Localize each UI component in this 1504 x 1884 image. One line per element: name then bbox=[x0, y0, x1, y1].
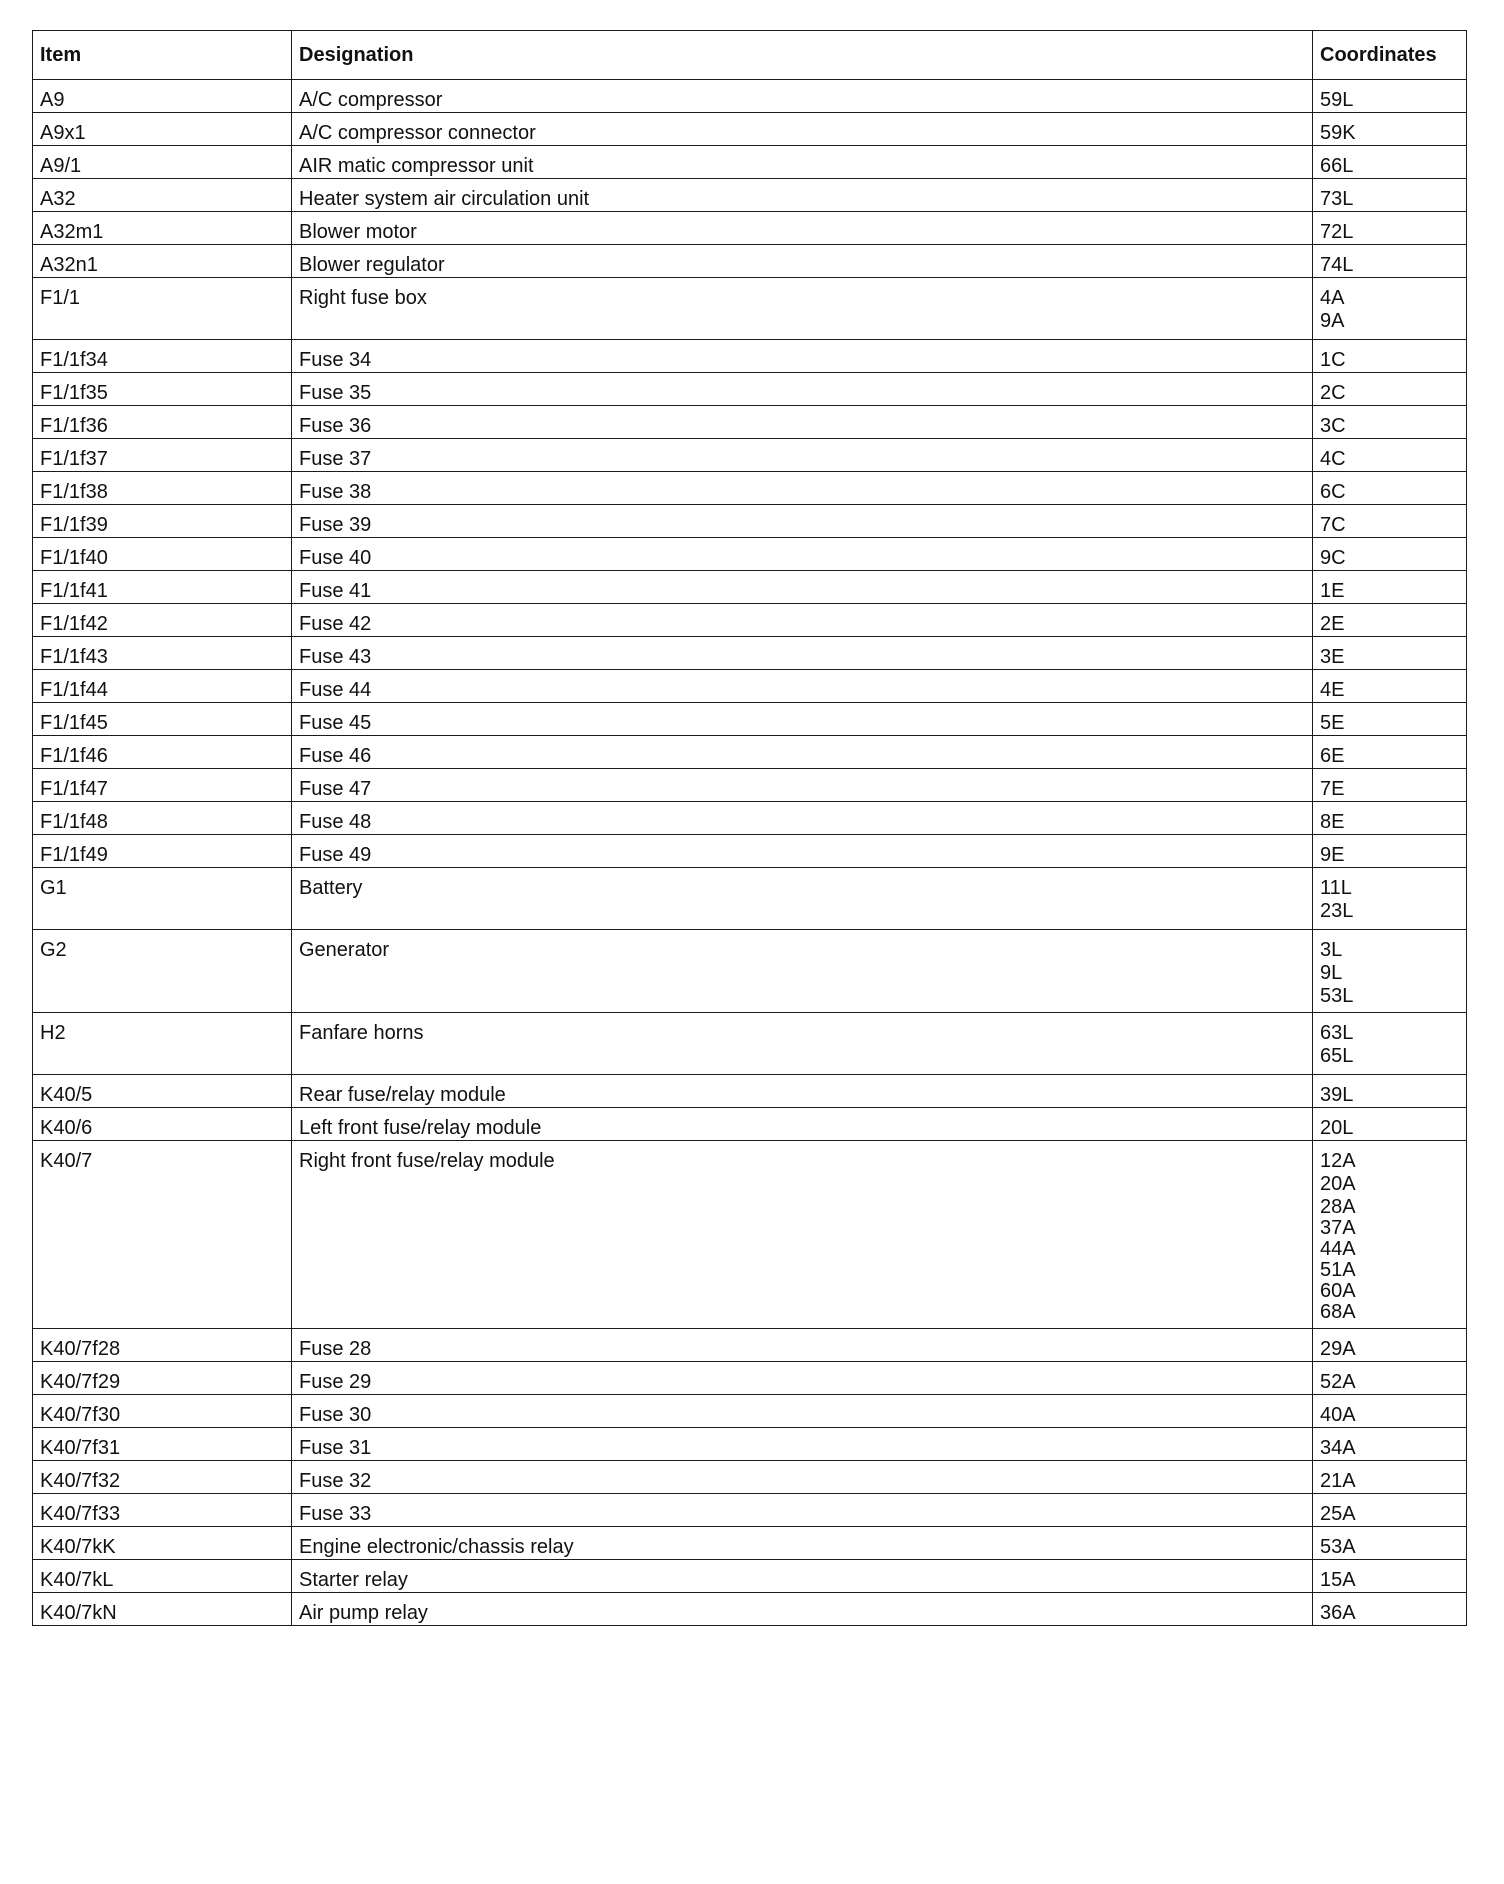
table-row bbox=[33, 1461, 1467, 1494]
coordinates-cell bbox=[1313, 1141, 1467, 1329]
coordinate-value: 63L bbox=[1320, 1022, 1354, 1044]
table-row bbox=[33, 835, 1467, 868]
table-row bbox=[33, 1494, 1467, 1527]
item-cell: K40/7 bbox=[33, 1141, 292, 1329]
coordinates-cell bbox=[1313, 439, 1467, 472]
designation-cell: A/C compressor connector bbox=[292, 113, 1313, 146]
designation-cell: Starter relay bbox=[292, 1560, 1313, 1593]
coordinates-cell bbox=[1313, 604, 1467, 637]
table-row bbox=[33, 80, 1467, 113]
coordinate-value: 53A bbox=[1320, 1536, 1356, 1558]
item-cell: K40/7kN bbox=[33, 1593, 292, 1626]
coordinate-value: 3E bbox=[1320, 646, 1345, 668]
coordinates-cell bbox=[1313, 1013, 1467, 1075]
item-cell: K40/7f32 bbox=[33, 1461, 292, 1494]
item-cell: F1/1f41 bbox=[33, 571, 292, 604]
coordinates-cell bbox=[1313, 245, 1467, 278]
header-item: Item bbox=[33, 31, 292, 80]
table-row bbox=[33, 1527, 1467, 1560]
coordinates-cell bbox=[1313, 538, 1467, 571]
table-row bbox=[33, 146, 1467, 179]
coordinates-cell bbox=[1313, 1593, 1467, 1626]
designation-cell: Fuse 29 bbox=[292, 1362, 1313, 1395]
table-row bbox=[33, 769, 1467, 802]
coordinate-value: 2C bbox=[1320, 382, 1346, 404]
coordinate-value: 68A bbox=[1320, 1301, 1356, 1323]
coordinates-cell bbox=[1313, 340, 1467, 373]
item-cell: F1/1f47 bbox=[33, 769, 292, 802]
item-cell: K40/7f29 bbox=[33, 1362, 292, 1395]
coordinate-value: 59K bbox=[1320, 122, 1356, 144]
coordinate-value: 9L bbox=[1320, 962, 1343, 984]
designation-cell: Blower motor bbox=[292, 212, 1313, 245]
coordinate-value: 12A bbox=[1320, 1150, 1356, 1172]
table-row bbox=[33, 1013, 1467, 1075]
table-row bbox=[33, 604, 1467, 637]
item-cell: A9 bbox=[33, 80, 292, 113]
designation-cell: Fuse 45 bbox=[292, 703, 1313, 736]
coordinates-cell bbox=[1313, 1329, 1467, 1362]
table-row bbox=[33, 930, 1467, 1013]
component-table bbox=[32, 30, 1467, 1626]
item-cell: F1/1f35 bbox=[33, 373, 292, 406]
coordinate-value: 34A bbox=[1320, 1437, 1356, 1459]
item-cell: A32m1 bbox=[33, 212, 292, 245]
item-cell: F1/1 bbox=[33, 278, 292, 340]
coordinate-value: 29A bbox=[1320, 1338, 1356, 1360]
item-cell: F1/1f49 bbox=[33, 835, 292, 868]
item-cell: F1/1f40 bbox=[33, 538, 292, 571]
coordinates-cell bbox=[1313, 1362, 1467, 1395]
coordinates-cell bbox=[1313, 373, 1467, 406]
coordinate-value: 59L bbox=[1320, 89, 1354, 111]
designation-cell: Blower regulator bbox=[292, 245, 1313, 278]
coordinate-value: 60A bbox=[1320, 1280, 1356, 1302]
header-coordinates: Coordinates bbox=[1313, 31, 1467, 80]
designation-cell: Fuse 35 bbox=[292, 373, 1313, 406]
coordinates-cell bbox=[1313, 1461, 1467, 1494]
coordinates-cell bbox=[1313, 802, 1467, 835]
coordinates-cell bbox=[1313, 113, 1467, 146]
designation-cell: Fuse 43 bbox=[292, 637, 1313, 670]
coordinate-value: 9E bbox=[1320, 844, 1345, 866]
item-cell: F1/1f39 bbox=[33, 505, 292, 538]
table-row bbox=[33, 113, 1467, 146]
designation-cell: Fuse 49 bbox=[292, 835, 1313, 868]
coordinate-value: 52A bbox=[1320, 1371, 1356, 1393]
item-cell: F1/1f48 bbox=[33, 802, 292, 835]
designation-cell: Right front fuse/relay module bbox=[292, 1141, 1313, 1329]
coordinate-value: 51A bbox=[1320, 1259, 1356, 1281]
designation-cell: Fuse 44 bbox=[292, 670, 1313, 703]
coordinates-cell bbox=[1313, 80, 1467, 113]
item-cell: K40/5 bbox=[33, 1075, 292, 1108]
designation-cell: Fuse 36 bbox=[292, 406, 1313, 439]
coordinate-value: 4A bbox=[1320, 287, 1345, 309]
table-row bbox=[33, 703, 1467, 736]
coordinate-value: 44A bbox=[1320, 1238, 1356, 1260]
item-cell: A9/1 bbox=[33, 146, 292, 179]
item-cell: K40/7kL bbox=[33, 1560, 292, 1593]
coordinate-value: 28A bbox=[1320, 1196, 1356, 1218]
table-row bbox=[33, 868, 1467, 930]
designation-cell: Generator bbox=[292, 930, 1313, 1013]
coordinate-value: 5E bbox=[1320, 712, 1345, 734]
coordinate-value: 21A bbox=[1320, 1470, 1356, 1492]
coordinates-cell bbox=[1313, 1560, 1467, 1593]
table-row bbox=[33, 505, 1467, 538]
coordinate-value: 25A bbox=[1320, 1503, 1356, 1525]
item-cell: K40/6 bbox=[33, 1108, 292, 1141]
designation-cell: Fanfare horns bbox=[292, 1013, 1313, 1075]
coordinates-cell bbox=[1313, 406, 1467, 439]
coordinate-value: 6C bbox=[1320, 481, 1346, 503]
designation-cell: Fuse 32 bbox=[292, 1461, 1313, 1494]
item-cell: K40/7f28 bbox=[33, 1329, 292, 1362]
designation-cell: Fuse 39 bbox=[292, 505, 1313, 538]
designation-cell: Fuse 28 bbox=[292, 1329, 1313, 1362]
item-cell: G2 bbox=[33, 930, 292, 1013]
designation-cell: Fuse 46 bbox=[292, 736, 1313, 769]
coordinates-cell bbox=[1313, 637, 1467, 670]
coordinates-cell bbox=[1313, 472, 1467, 505]
coordinates-cell bbox=[1313, 146, 1467, 179]
coordinate-value: 7C bbox=[1320, 514, 1346, 536]
item-cell: A32n1 bbox=[33, 245, 292, 278]
designation-cell: Left front fuse/relay module bbox=[292, 1108, 1313, 1141]
coordinate-value: 9A bbox=[1320, 310, 1345, 332]
designation-cell: Fuse 37 bbox=[292, 439, 1313, 472]
item-cell: F1/1f34 bbox=[33, 340, 292, 373]
coordinate-value: 53L bbox=[1320, 985, 1354, 1007]
coordinates-cell bbox=[1313, 835, 1467, 868]
item-cell: F1/1f36 bbox=[33, 406, 292, 439]
table-row bbox=[33, 736, 1467, 769]
designation-cell: Heater system air circulation unit bbox=[292, 179, 1313, 212]
table-row bbox=[33, 637, 1467, 670]
table-row bbox=[33, 1593, 1467, 1626]
item-cell: K40/7f33 bbox=[33, 1494, 292, 1527]
item-cell: K40/7f30 bbox=[33, 1395, 292, 1428]
item-cell: F1/1f37 bbox=[33, 439, 292, 472]
item-cell: K40/7kK bbox=[33, 1527, 292, 1560]
designation-cell: Air pump relay bbox=[292, 1593, 1313, 1626]
designation-cell: Fuse 33 bbox=[292, 1494, 1313, 1527]
designation-cell: Fuse 38 bbox=[292, 472, 1313, 505]
coordinate-value: 39L bbox=[1320, 1084, 1354, 1106]
table-header-row bbox=[33, 31, 1467, 80]
coordinate-value: 40A bbox=[1320, 1404, 1356, 1426]
coordinates-cell bbox=[1313, 670, 1467, 703]
coordinates-cell bbox=[1313, 1395, 1467, 1428]
coordinates-cell bbox=[1313, 703, 1467, 736]
coordinate-value: 73L bbox=[1320, 188, 1354, 210]
table-row bbox=[33, 802, 1467, 835]
table-row bbox=[33, 439, 1467, 472]
designation-cell: Engine electronic/chassis relay bbox=[292, 1527, 1313, 1560]
coordinates-cell bbox=[1313, 868, 1467, 930]
coordinate-value: 66L bbox=[1320, 155, 1354, 177]
item-cell: F1/1f46 bbox=[33, 736, 292, 769]
designation-cell: Rear fuse/relay module bbox=[292, 1075, 1313, 1108]
coordinate-value: 3L bbox=[1320, 939, 1343, 961]
designation-cell: Battery bbox=[292, 868, 1313, 930]
designation-cell: Fuse 40 bbox=[292, 538, 1313, 571]
coordinate-value: 72L bbox=[1320, 221, 1354, 243]
coordinate-value: 3C bbox=[1320, 415, 1346, 437]
coordinate-value: 15A bbox=[1320, 1569, 1356, 1591]
designation-cell: AIR matic compressor unit bbox=[292, 146, 1313, 179]
coordinates-cell bbox=[1313, 505, 1467, 538]
coordinates-cell bbox=[1313, 930, 1467, 1013]
item-cell: K40/7f31 bbox=[33, 1428, 292, 1461]
coordinate-value: 9C bbox=[1320, 547, 1346, 569]
coordinate-value: 8E bbox=[1320, 811, 1345, 833]
item-cell: F1/1f44 bbox=[33, 670, 292, 703]
coordinates-cell bbox=[1313, 1075, 1467, 1108]
table-row bbox=[33, 472, 1467, 505]
table-row bbox=[33, 278, 1467, 340]
table-row bbox=[33, 1395, 1467, 1428]
table-row bbox=[33, 670, 1467, 703]
item-cell: A32 bbox=[33, 179, 292, 212]
designation-cell: Fuse 42 bbox=[292, 604, 1313, 637]
designation-cell: Fuse 48 bbox=[292, 802, 1313, 835]
coordinates-cell bbox=[1313, 212, 1467, 245]
header-designation: Designation bbox=[292, 31, 1313, 80]
table-row bbox=[33, 538, 1467, 571]
coordinates-cell bbox=[1313, 769, 1467, 802]
coordinate-value: 4C bbox=[1320, 448, 1346, 470]
table-row bbox=[33, 1075, 1467, 1108]
table-row bbox=[33, 179, 1467, 212]
designation-cell: Fuse 47 bbox=[292, 769, 1313, 802]
coordinate-value: 1C bbox=[1320, 349, 1346, 371]
table-row bbox=[33, 1362, 1467, 1395]
item-cell: F1/1f38 bbox=[33, 472, 292, 505]
coordinate-value: 36A bbox=[1320, 1602, 1356, 1624]
coordinates-cell bbox=[1313, 179, 1467, 212]
item-cell: F1/1f45 bbox=[33, 703, 292, 736]
table-row bbox=[33, 212, 1467, 245]
coordinates-cell bbox=[1313, 278, 1467, 340]
table-row bbox=[33, 406, 1467, 439]
item-cell: F1/1f43 bbox=[33, 637, 292, 670]
table-body bbox=[33, 80, 1467, 1626]
table-row bbox=[33, 1141, 1467, 1329]
item-cell: H2 bbox=[33, 1013, 292, 1075]
coordinates-cell bbox=[1313, 571, 1467, 604]
table-row bbox=[33, 1428, 1467, 1461]
coordinate-value: 37A bbox=[1320, 1217, 1356, 1239]
item-cell: G1 bbox=[33, 868, 292, 930]
coordinate-value: 65L bbox=[1320, 1045, 1354, 1067]
coordinate-value: 7E bbox=[1320, 778, 1345, 800]
table-row bbox=[33, 340, 1467, 373]
coordinates-cell bbox=[1313, 736, 1467, 769]
coordinate-value: 74L bbox=[1320, 254, 1354, 276]
coordinate-value: 4E bbox=[1320, 679, 1345, 701]
coordinates-cell bbox=[1313, 1428, 1467, 1461]
coordinate-value: 23L bbox=[1320, 900, 1354, 922]
table-row bbox=[33, 245, 1467, 278]
coordinate-value: 2E bbox=[1320, 613, 1345, 635]
table-row bbox=[33, 1329, 1467, 1362]
designation-cell: Fuse 30 bbox=[292, 1395, 1313, 1428]
coordinate-value: 20A bbox=[1320, 1173, 1356, 1195]
table-row bbox=[33, 1108, 1467, 1141]
designation-cell: Right fuse box bbox=[292, 278, 1313, 340]
designation-cell: Fuse 31 bbox=[292, 1428, 1313, 1461]
coordinate-value: 6E bbox=[1320, 745, 1345, 767]
item-cell: A9x1 bbox=[33, 113, 292, 146]
coordinates-cell bbox=[1313, 1527, 1467, 1560]
coordinate-value: 20L bbox=[1320, 1117, 1354, 1139]
table-row bbox=[33, 373, 1467, 406]
designation-cell: A/C compressor bbox=[292, 80, 1313, 113]
coordinate-value: 11L bbox=[1320, 877, 1352, 899]
coordinate-value: 1E bbox=[1320, 580, 1345, 602]
designation-cell: Fuse 34 bbox=[292, 340, 1313, 373]
coordinates-cell bbox=[1313, 1494, 1467, 1527]
designation-cell: Fuse 41 bbox=[292, 571, 1313, 604]
table-row bbox=[33, 1560, 1467, 1593]
coordinates-cell bbox=[1313, 1108, 1467, 1141]
item-cell: F1/1f42 bbox=[33, 604, 292, 637]
table-row bbox=[33, 571, 1467, 604]
